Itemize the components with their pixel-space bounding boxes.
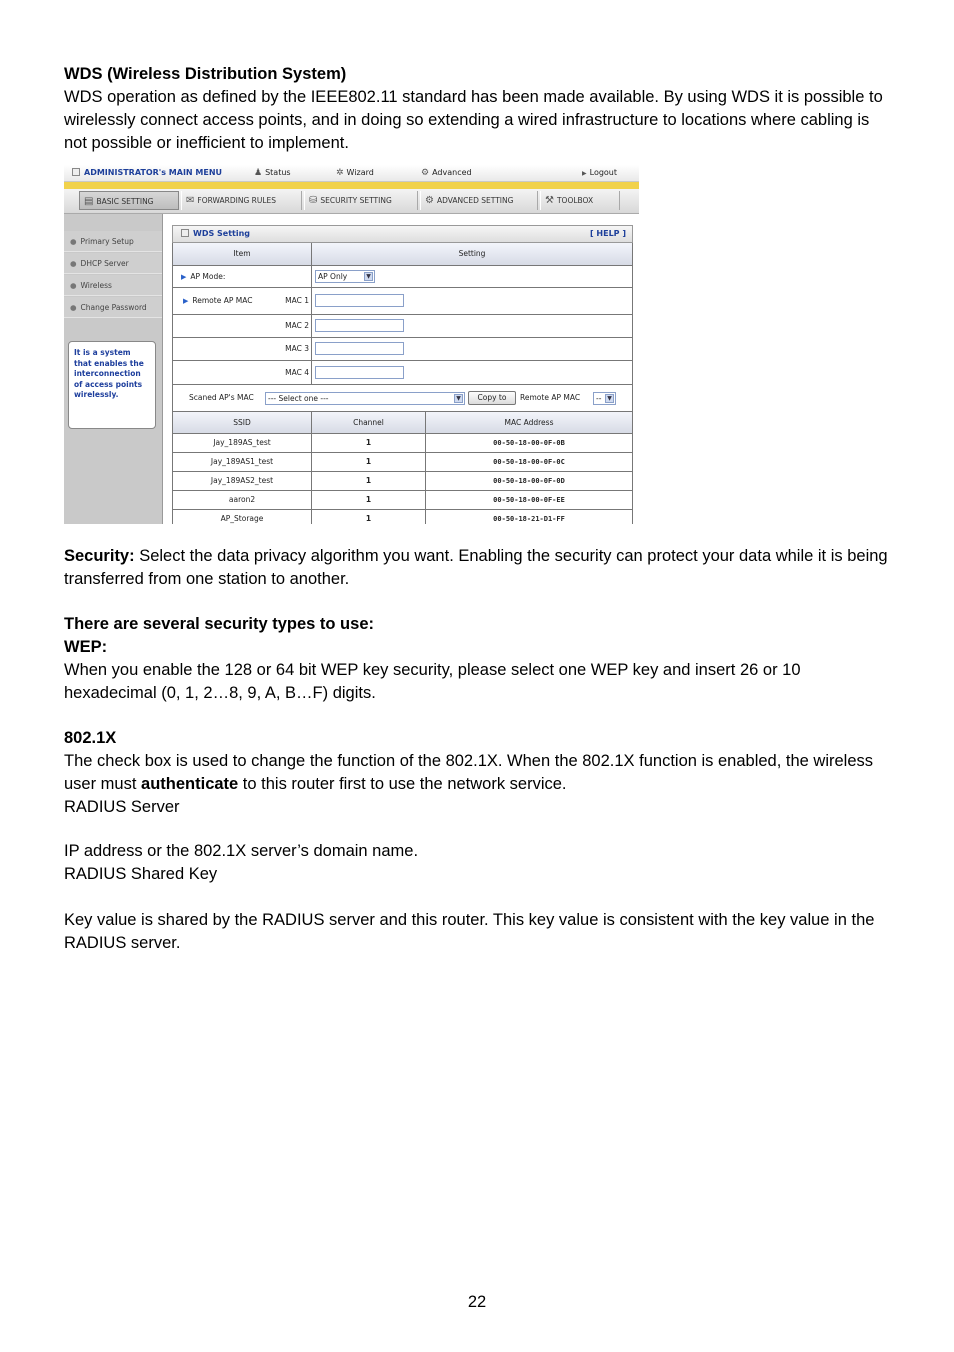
wep-text: When you enable the 128 or 64 bit WEP key security, please select one WEP key and insert 26 or 10 hexadecimal (0, 1, 2…8, 9, A, B…F) digits. — [64, 661, 801, 702]
table-row[interactable] — [173, 510, 632, 524]
logout-link[interactable]: ▶ Logout — [582, 167, 617, 179]
mac1-row — [173, 288, 632, 315]
sidebar-item-change-password[interactable]: ● Change Password — [64, 297, 162, 318]
chevron-down-icon: ▼ — [364, 272, 373, 281]
copy-to-button[interactable]: Copy to — [468, 391, 516, 405]
dot1x-text: The check box is used to change the function of the 802.1X. When the 802.1X function is enabled, the wireless user must authenticate to this router first to use the network service. — [64, 752, 874, 793]
tab-advanced-setting[interactable]: ⚙ ADVANCED SETTING — [420, 191, 538, 210]
mac1-input[interactable] — [315, 294, 404, 307]
col-channel: Channel — [311, 412, 425, 433]
status-link[interactable]: ♟ Status — [254, 168, 291, 178]
wds-heading: WDS (Wireless Distribution System) — [64, 65, 347, 83]
channel-cell: 1 — [311, 510, 425, 524]
page-number: 22 — [467, 1293, 487, 1311]
mac-cell: 00-50-18-21-D1-FF — [425, 510, 632, 524]
scanned-select[interactable]: --- Select one --- ▼ — [265, 392, 465, 405]
chevron-down-icon: ▼ — [454, 394, 463, 403]
mac2-row — [173, 315, 632, 338]
radius-server-heading: RADIUS Server — [64, 798, 180, 816]
mac4-row — [173, 361, 632, 385]
security-section — [64, 545, 894, 591]
channel-cell: 1 — [311, 491, 425, 509]
channel-cell: 1 — [311, 453, 425, 471]
channel-cell: 1 — [311, 472, 425, 490]
panel-square-icon — [181, 229, 189, 237]
tab-basic-setting[interactable]: ▤ BASIC SETTING — [79, 191, 179, 210]
mac2-input[interactable] — [315, 319, 404, 332]
mac-cell: 00-50-18-00-0F-EE — [425, 491, 632, 509]
ssid-cell: aaron2 — [228, 495, 256, 504]
security-icon: ⛁ — [309, 195, 318, 206]
mac3-cell — [311, 338, 632, 360]
bullet-icon: ● — [70, 281, 77, 290]
basic-setting-icon: ▤ — [84, 196, 94, 207]
ap-mode-row — [173, 266, 632, 288]
router-screenshot — [64, 165, 639, 524]
mac1-label: MAC 1 — [285, 296, 309, 305]
radius-key-heading: RADIUS Shared Key — [64, 865, 218, 883]
mac-cell: 00-50-18-00-0F-0B — [425, 434, 632, 452]
bullet-icon: ● — [70, 303, 77, 312]
wds-table — [172, 243, 633, 524]
types-heading: There are several security types to use: — [64, 615, 374, 633]
remote-ap-mac-small-label: Remote AP MAC — [520, 393, 581, 402]
panel-header — [172, 225, 633, 243]
table-header — [173, 243, 632, 266]
toolbox-icon: ⚒ — [545, 195, 554, 206]
arrow-right-icon: ▶ — [582, 170, 587, 177]
bullet-icon: ● — [70, 237, 77, 246]
table-row[interactable] — [173, 434, 632, 453]
wep-section — [64, 613, 894, 705]
ap-mode-label: ▶ AP Mode: — [181, 272, 226, 281]
tab-security-setting[interactable]: ⛁ SECURITY SETTING — [304, 191, 418, 210]
forwarding-icon: ✉ — [186, 195, 195, 206]
mac3-label: MAC 3 — [285, 344, 309, 353]
mac4-input[interactable] — [315, 366, 404, 379]
sidebar — [64, 214, 163, 524]
main-menu-link[interactable]: ADMINISTRATOR's MAIN MENU — [72, 167, 222, 179]
sidebar-item-wireless[interactable]: ● Wireless — [64, 275, 162, 296]
sidebar-item-primary-setup[interactable]: ● Primary Setup — [64, 231, 162, 252]
security-paragraph — [64, 545, 894, 591]
channel-cell: 1 — [311, 434, 425, 452]
radius-key-desc: Key value is shared by the RADIUS server and this router. This key value is consistent with the key value in the RADIUS server. — [64, 911, 875, 952]
tab-bar — [64, 189, 639, 214]
wep-heading: WEP: — [64, 638, 108, 656]
info-box: It is a system that enables the interconnection of access points wirelessly. — [68, 341, 156, 429]
security-label: Security: — [64, 547, 135, 565]
mac2-cell — [311, 315, 632, 337]
triangle-icon: ▶ — [181, 273, 187, 281]
table-row[interactable] — [173, 491, 632, 510]
advanced-setting-icon: ⚙ — [425, 195, 434, 206]
radius-key-section — [64, 909, 894, 955]
wizard-link[interactable]: ✲ Wizard — [336, 168, 374, 178]
top-menu-bar — [64, 165, 639, 182]
ssid-cell: Jay_189AS2_test — [210, 476, 274, 485]
sidebar-item-dhcp-server[interactable]: ● DHCP Server — [64, 253, 162, 274]
status-icon: ♟ — [254, 168, 263, 178]
radius-server-desc: IP address or the 802.1X server’s domain name. — [64, 842, 419, 860]
mac-cell: 00-50-18-00-0F-0C — [425, 453, 632, 471]
remote-ap-mac-label: ▶ Remote AP MAC — [183, 296, 253, 305]
scanned-row — [173, 385, 632, 412]
col-mac-address: MAC Address — [425, 412, 632, 433]
mac3-row — [173, 338, 632, 361]
mac4-label: MAC 4 — [285, 368, 309, 377]
ssid-cell: Jay_189AS_test — [213, 438, 271, 447]
bullet-icon: ● — [70, 259, 77, 268]
radius-server-section — [64, 840, 894, 886]
tab-forwarding-rules[interactable]: ✉ FORWARDING RULES — [181, 191, 302, 210]
mac-cell: 00-50-18-00-0F-0D — [425, 472, 632, 490]
col-item: Item — [233, 249, 251, 258]
dot1x-heading: 802.1X — [64, 729, 117, 747]
col-setting: Setting — [311, 243, 632, 265]
ssid-cell: Jay_189AS1_test — [210, 457, 274, 466]
mac2-label: MAC 2 — [285, 321, 309, 330]
table-row[interactable] — [173, 453, 632, 472]
chevron-down-icon: ▼ — [605, 394, 614, 403]
panel-title: WDS Setting — [181, 229, 250, 238]
wds-intro: WDS operation as defined by the IEEE802.11 standard has been made available. By using WDS it is possible to wirelessly connect access points, and in doing so extending a wired infrastructure to locations where cabling is not possible or inefficient to implement. — [64, 88, 883, 152]
mac3-input[interactable] — [315, 342, 404, 355]
mac1-cell — [311, 288, 632, 314]
ap-mode-cell — [311, 266, 632, 287]
table-row[interactable] — [173, 472, 632, 491]
ap-mode-select[interactable]: AP Only ▼ — [315, 270, 375, 283]
yellow-band — [64, 182, 639, 189]
dot1x-section — [64, 727, 894, 819]
security-text: Select the data privacy algorithm you want. Enabling the security can protect your data while it is being transferred from one station to another. — [64, 547, 888, 588]
authenticate-word: authenticate — [141, 775, 239, 793]
help-link[interactable]: [ HELP ] — [589, 229, 626, 238]
scanned-label: Scaned AP's MAC — [189, 393, 254, 402]
advanced-icon: ⚙ — [421, 168, 430, 178]
wizard-icon: ✲ — [336, 168, 344, 178]
menu-square-icon — [72, 168, 80, 176]
ap-list-header — [173, 412, 632, 434]
advanced-link[interactable]: ⚙ Advanced — [421, 168, 472, 178]
tab-toolbox[interactable]: ⚒ TOOLBOX — [540, 191, 620, 210]
remote-mac-select[interactable]: -- ▼ — [593, 392, 616, 405]
triangle-icon: ▶ — [183, 297, 189, 305]
wds-section — [64, 63, 894, 155]
mac4-cell — [311, 361, 632, 384]
col-ssid: SSID — [233, 418, 251, 427]
ssid-cell: AP_Storage — [220, 514, 264, 523]
